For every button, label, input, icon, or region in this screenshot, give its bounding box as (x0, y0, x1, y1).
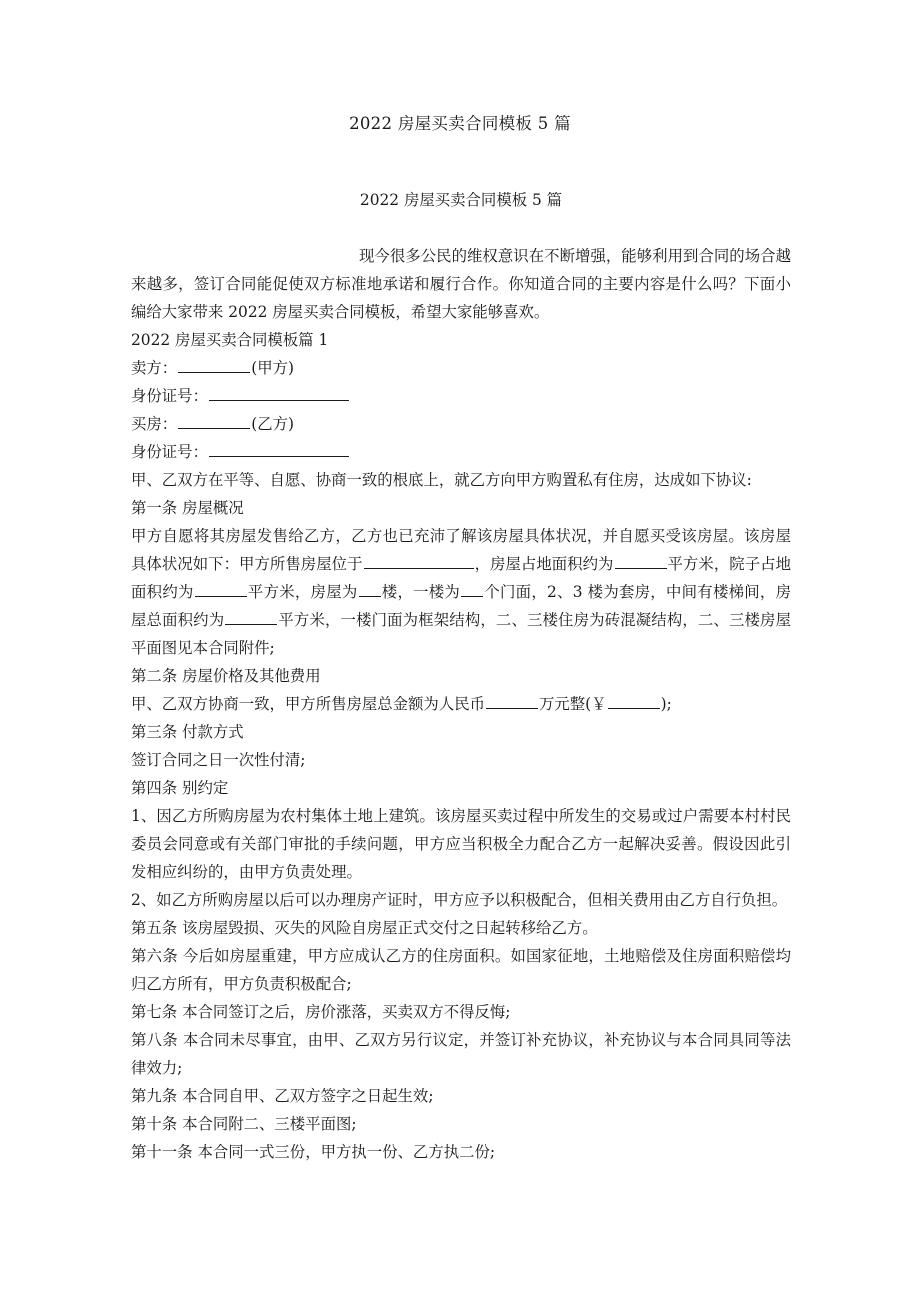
buyer-label: 买房： (131, 415, 178, 433)
spacer (131, 214, 791, 242)
clause-10: 第十条 本合同附二、三楼平面图; (131, 1115, 357, 1133)
article-2-text-3: ); (660, 695, 672, 713)
buyer-blank[interactable] (178, 413, 250, 429)
section-label: 2022 房屋买卖合同模板篇 1 (131, 331, 329, 349)
article-1-text-7: 平方米，一楼门面为框架结构，二、三楼住房为砖混凝结构，二、三楼房屋平面图见本合同附件; (131, 611, 791, 657)
article-2-body (131, 690, 791, 718)
article-1-body (131, 522, 791, 662)
preamble-paragraph: 甲、乙双方在平等、自愿、协商一致的根底上，就乙方向甲方购置私有住房，达成如下协议: (131, 471, 752, 489)
shopfront-count-blank[interactable] (461, 581, 483, 597)
clause-6: 第六条 今后如房屋重建，甲方应成认乙方的住房面积。如国家征地，土地赔偿及住房面积赔偿均归乙方所有，甲方负责积极配合; (131, 947, 791, 993)
seller-id-blank[interactable] (209, 385, 349, 401)
article-3-body: 签订合同之日一次性付清; (131, 751, 306, 769)
buyer-id-label: 身份证号： (131, 443, 208, 461)
document-subtitle: 2022 房屋买卖合同模板 5 篇 (359, 191, 563, 209)
article-1-text-4: 平方米，房屋为 (247, 583, 358, 601)
article-1-text-6: 个门面，2、3 楼为套房，中间有楼梯间，房屋总面积约为 (131, 583, 791, 629)
land-area-blank[interactable] (615, 553, 667, 569)
intro-paragraph: 现今很多公民的维权意识在不断增强，能够利用到合同的场合越来越多，签订合同能促使双方标准地承诺和履行合作。你知道合同的主要内容是什么吗？下面小编给大家带来 2022 房屋买卖合同模板，希望大家能够喜欢。 (131, 247, 791, 321)
article-1-heading: 第一条 房屋概况 (131, 499, 244, 517)
buyer-suffix: (乙方) (251, 415, 294, 433)
article-2-text-2: 万元整(￥ (539, 695, 607, 713)
clause-11: 第十一条 本合同一式三份，甲方执一份、乙方执二份; (131, 1143, 496, 1161)
article-2-heading: 第二条 房屋价格及其他费用 (131, 667, 321, 685)
article-1-text-3: 平方米，院子占地面积约为 (131, 555, 791, 601)
location-blank[interactable] (364, 553, 474, 569)
seller-id-line (131, 382, 791, 410)
price-wan-blank[interactable] (486, 693, 538, 709)
article-1-text-5: 楼，一楼为 (381, 583, 461, 601)
buyer-id-line (131, 438, 791, 466)
floors-blank[interactable] (359, 581, 381, 597)
article-1-text-2: ，房屋占地面积约为 (474, 555, 614, 573)
page-title: 2022 房屋买卖合同模板 5 篇 (349, 114, 571, 133)
document-body (131, 186, 791, 1166)
price-yuan-blank[interactable] (608, 693, 660, 709)
article-4-item-2: 2、如乙方所购房屋以后可以办理房产证时，甲方应予以积极配合，但相关费用由乙方自行负担。 (131, 891, 788, 909)
article-4-heading: 第四条 别约定 (131, 779, 229, 797)
seller-line (131, 354, 791, 382)
buyer-line (131, 410, 791, 438)
yard-area-blank[interactable] (195, 581, 247, 597)
article-2-text-1: 甲、乙双方协商一致，甲方所售房屋总金额为人民币 (131, 695, 485, 713)
buyer-id-blank[interactable] (209, 441, 349, 457)
seller-id-label: 身份证号： (131, 387, 208, 405)
clause-8: 第八条 本合同未尽事宜，由甲、乙双方另行议定，并签订补充协议，补充协议与本合同具同等法律效力; (131, 1031, 791, 1077)
clause-5: 第五条 该房屋毁损、灭失的风险自房屋正式交付之日起转移给乙方。 (131, 919, 598, 937)
article-3-heading: 第三条 付款方式 (131, 723, 244, 741)
seller-label: 卖方： (131, 359, 178, 377)
clause-9: 第九条 本合同自甲、乙双方签字之日起生效; (131, 1087, 434, 1105)
article-1-text-1: 甲方自愿将其房屋发售给乙方，乙方也已充沛了解该房屋具体状况，并自愿买受该房屋。该房屋具体状况如下：甲方所售房屋位于 (131, 527, 791, 573)
article-4-item-1: 1、因乙方所购房屋为农村集体土地上建筑。该房屋买卖过程中所发生的交易或过户需要本村村民委员会同意或有关部门审批的手续问题，甲方应当积极全力配合乙方一起解决妥善。假设因此引发相应纠纷的，由甲方负责处理。 (131, 807, 791, 881)
total-area-blank[interactable] (225, 609, 277, 625)
seller-blank[interactable] (178, 357, 250, 373)
seller-suffix: (甲方) (251, 359, 294, 377)
clause-7: 第七条 本合同签订之后，房价涨落，买卖双方不得反悔; (131, 1003, 511, 1021)
